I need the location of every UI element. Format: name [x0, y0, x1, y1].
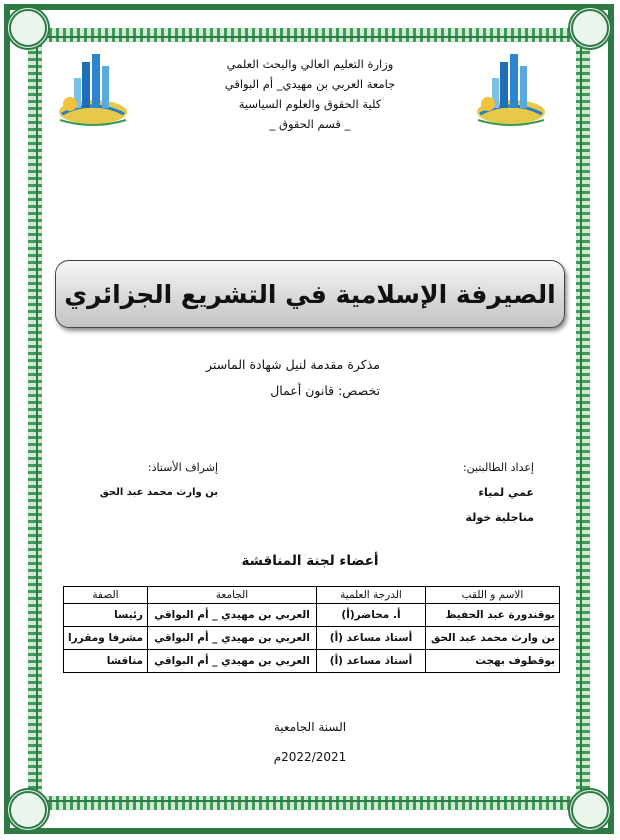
member-grade: أستاذ مساعد (أ): [317, 627, 426, 650]
member-grade: أستاذ مساعد (أ): [317, 650, 426, 673]
corner-ornament-icon: [6, 788, 50, 832]
memo-purpose: مذكرة مقدمة لنيل شهادة الماستر: [206, 357, 380, 372]
member-name: بوقطوف بهجت: [426, 650, 560, 673]
institution-header: [150, 54, 470, 134]
ministry-line: وزارة التعليم العالي والبحث العلمي: [226, 57, 394, 71]
student-name: مناجلية خولة: [465, 511, 534, 524]
table-row: [64, 627, 560, 650]
faculty-line: كلية الحقوق والعلوم السياسية: [238, 97, 382, 111]
table-header-row: [64, 587, 560, 604]
committee-table: [63, 586, 560, 673]
header-role: الصفة: [64, 587, 148, 604]
table-row: [64, 604, 560, 627]
member-role: رئيسا: [64, 604, 148, 627]
table-row: [64, 650, 560, 673]
corner-ornament-icon: [6, 6, 50, 50]
university-logo-icon: [52, 48, 134, 130]
corner-ornament-icon: [568, 788, 612, 832]
department-line: _ قسم الحقوق _: [269, 117, 351, 131]
member-name: بن وارث محمد عبد الحق: [426, 627, 560, 650]
member-role: مشرفا ومقررا: [64, 627, 148, 650]
supervisor-name: بن وارث محمد عبد الحق: [99, 487, 218, 498]
member-university: العربي بن مهيدي _ أم البواقي: [147, 604, 316, 627]
academic-year-value: 2022/2021م: [273, 750, 347, 764]
member-role: مناقشا: [64, 650, 148, 673]
member-name: بوقندورة عبد الحفيظ: [426, 604, 560, 627]
university-line: جامعة العربي بن مهيدي_ أم البواقي: [224, 77, 396, 91]
students-block: [463, 455, 534, 530]
corner-ornament-icon: [568, 6, 612, 50]
supervisor-label: إشراف الأستاذ:: [147, 461, 218, 474]
member-university: العربي بن مهيدي _ أم البواقي: [147, 627, 316, 650]
header-name: الاسم و اللقب: [426, 587, 560, 604]
university-logo-icon: [470, 48, 552, 130]
supervisor-block: [78, 455, 218, 505]
memo-info: [206, 352, 380, 404]
academic-year-block: [0, 712, 620, 772]
member-university: العربي بن مهيدي _ أم البواقي: [147, 650, 316, 673]
header-grade: الدرجة العلمية: [317, 587, 426, 604]
thesis-title-box: [55, 260, 565, 328]
memo-specialty: تخصص: قانون أعمال: [270, 383, 380, 398]
member-grade: أ. محاضر(أ): [317, 604, 426, 627]
header-university: الجامعة: [147, 587, 316, 604]
academic-year-label: السنة الجامعية: [273, 720, 347, 734]
students-label: إعداد الطالبتين:: [462, 461, 534, 474]
committee-title: أعضاء لجنة المناقشة: [241, 553, 379, 569]
thesis-title: الصيرفة الإسلامية في التشريع الجزائري: [64, 279, 556, 309]
frame-inner-border: [36, 36, 582, 802]
student-name: عمي لمياء: [478, 486, 534, 499]
